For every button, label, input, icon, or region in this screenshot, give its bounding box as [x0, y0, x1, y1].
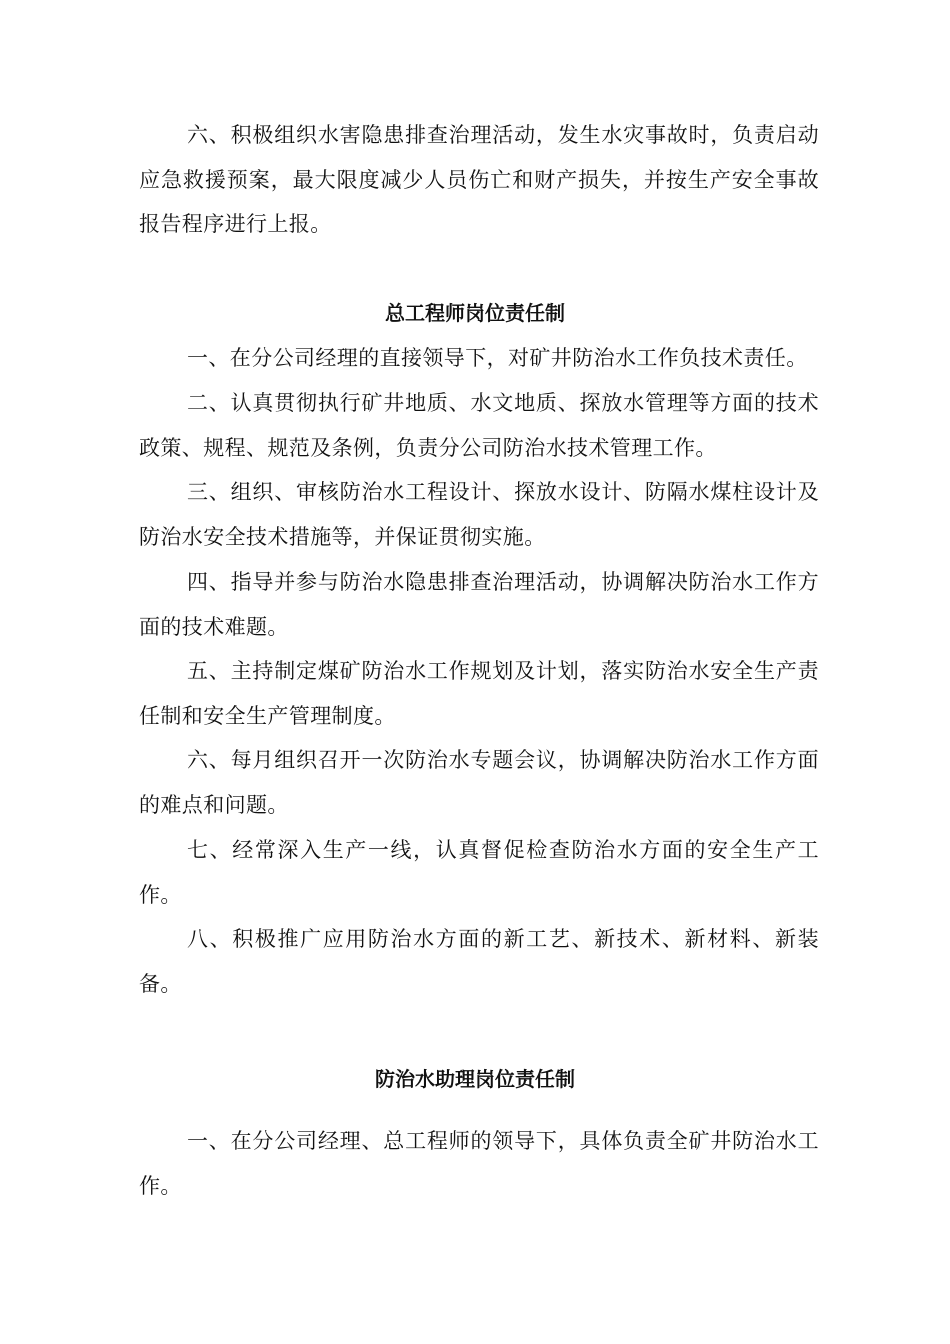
paragraph-assistant-1: 一、在分公司经理、总工程师的领导下，具体负责全矿井防治水工作。 — [139, 1129, 819, 1198]
paragraph-chief-5: 五、主持制定煤矿防治水工作规划及计划，落实防治水安全生产责任制和安全生产管理制度。 — [139, 659, 819, 728]
paragraph-chief-6: 六、每月组织召开一次防治水专题会议，协调解决防治水工作方面的难点和问题。 — [139, 748, 819, 817]
paragraph-chief-1: 一、在分公司经理的直接领导下，对矿井防治水工作负技术责任。 — [187, 346, 808, 370]
paragraph-chief-4: 四、指导并参与防治水隐患排查治理活动，协调解决防治水工作方面的技术难题。 — [139, 570, 819, 639]
paragraph-chief-8: 八、积极推广应用防治水方面的新工艺、新技术、新材料、新装备。 — [139, 927, 819, 996]
paragraph-prev-6: 六、积极组织水害隐患排查治理活动，发生水灾事故时，负责启动应急救援预案，最大限度减少人员伤亡和财产损失，并按生产安全事故报告程序进行上报。 — [139, 123, 819, 236]
section-title-chief-engineer: 总工程师岗位责任制 — [385, 301, 565, 325]
paragraph-chief-7: 七、经常深入生产一线，认真督促检查防治水方面的安全生产工作。 — [139, 838, 819, 907]
paragraph-chief-3: 三、组织、审核防治水工程设计、探放水设计、防隔水煤柱设计及防治水安全技术措施等，并保证贯彻实施。 — [139, 480, 819, 549]
paragraph-chief-2: 二、认真贯彻执行矿井地质、水文地质、探放水管理等方面的技术政策、规程、规范及条例，负责分公司防治水技术管理工作。 — [139, 391, 819, 460]
section-title-water-assistant: 防治水助理岗位责任制 — [375, 1067, 575, 1091]
